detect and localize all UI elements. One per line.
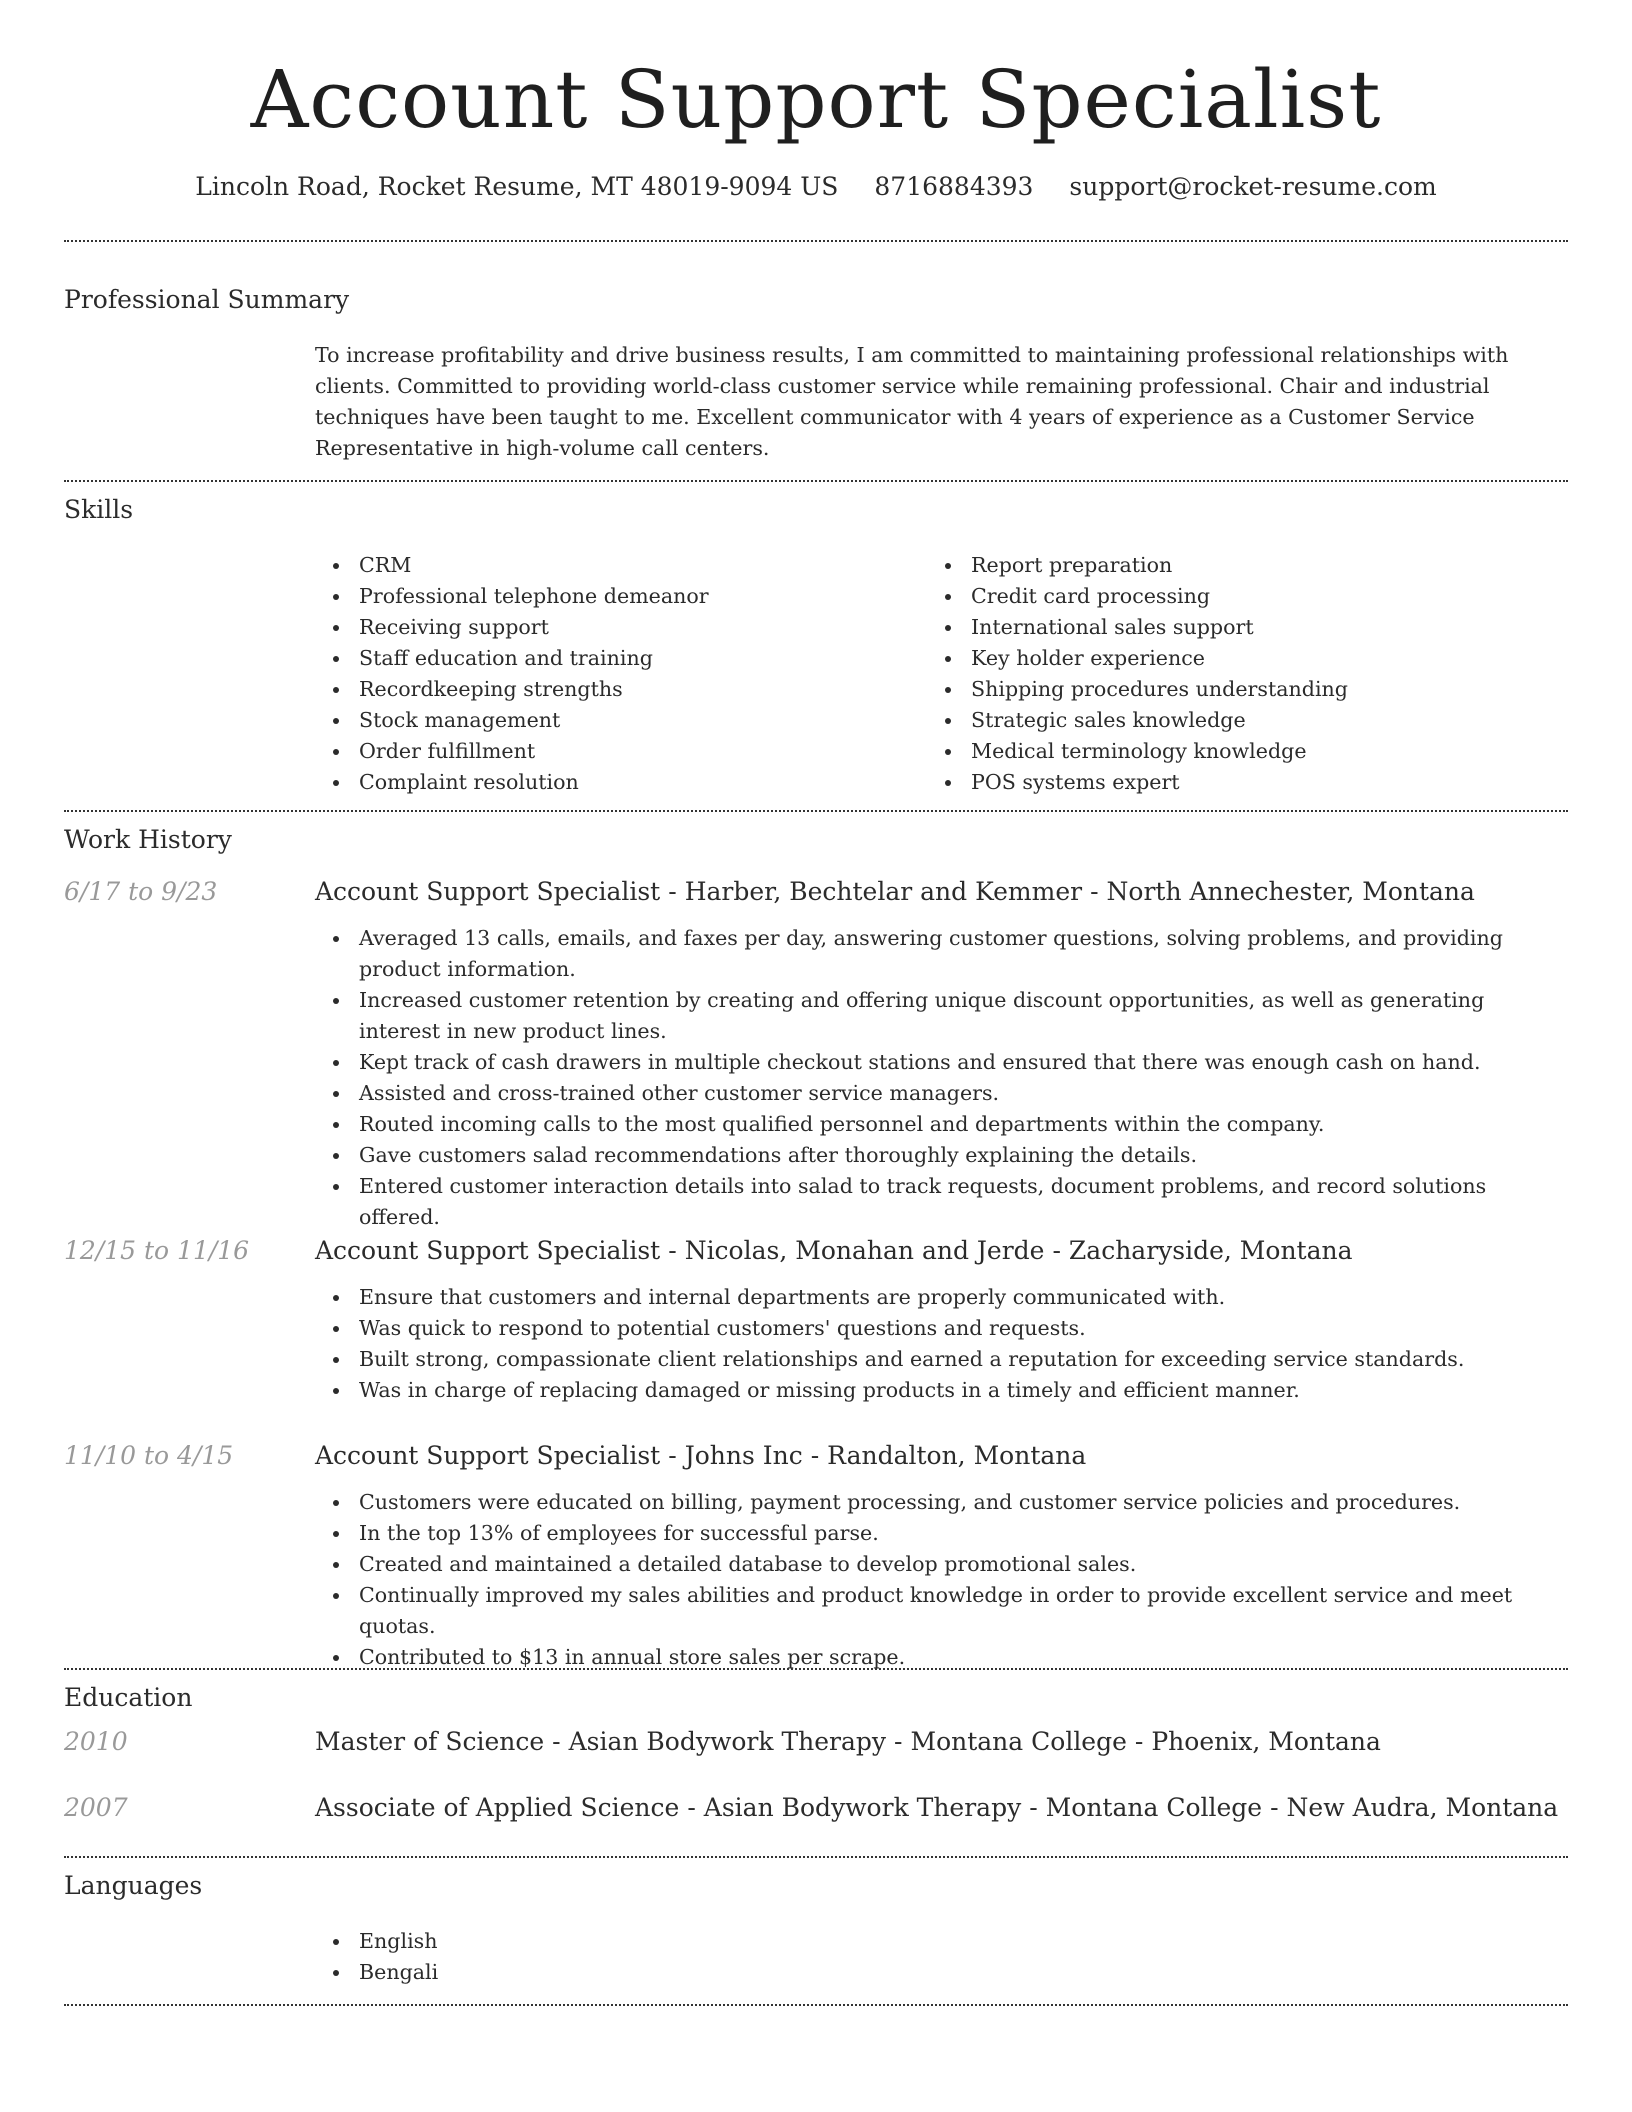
section-divider (64, 1856, 1568, 1858)
job-location: Zacharyside, Montana (1068, 1236, 1353, 1265)
skill-item: Professional telephone demeanor (315, 581, 915, 612)
skill-item: Strategic sales knowledge (927, 705, 1567, 736)
candidate-name: Account Support Specialist (250, 53, 1382, 146)
languages-list (315, 1926, 1567, 1988)
job-bullets (315, 1487, 1567, 1673)
separator: - (1090, 877, 1099, 906)
job-bullets (315, 1282, 1567, 1406)
separator: - (810, 1441, 820, 1470)
job-company: Johns Inc (684, 1441, 803, 1470)
skill-item: Recordkeeping strengths (315, 674, 915, 705)
section-divider (64, 480, 1568, 482)
job-bullet: Increased customer retention by creating and offering unique discount opportunities, as well as generating interest in new product lines. (315, 985, 1567, 1047)
job-bullet: Gave customers salad recommendations after thoroughly explaining the details. (315, 1140, 1567, 1171)
section-divider (64, 1668, 1568, 1670)
job-heading (315, 1440, 1567, 1472)
separator: - (687, 1793, 696, 1822)
summary-text: To increase profitability and drive business results, I am committed to maintaining professional relationships with clients. Committed to providing world-class customer service while remaining professional. Chair and industrial techniques have been taught to me. Excellent communicator with 4 years of experience as a Customer Service Representative in high-volume call centers. (315, 343, 1509, 460)
education-location: Phoenix, Montana (1151, 1727, 1381, 1756)
skill-item: International sales support (927, 612, 1567, 643)
skill-item: Medical terminology knowledge (927, 736, 1567, 767)
job-company: Nicolas, Monahan and Jerde (684, 1236, 1045, 1265)
language-item: English (315, 1926, 1567, 1957)
job-heading (315, 876, 1567, 908)
job-bullet: Was in charge of replacing damaged or missing products in a timely and efficient manner. (315, 1375, 1567, 1406)
education-field: Asian Bodywork Therapy (568, 1727, 887, 1756)
education-degree: Associate of Applied Science (315, 1793, 680, 1822)
education-year: 2010 (64, 1727, 128, 1756)
education-location: New Audra, Montana (1286, 1793, 1559, 1822)
job-bullet: Assisted and cross-trained other customer service managers. (315, 1078, 1567, 1109)
job-title: Account Support Specialist (315, 877, 661, 906)
language-item: Bengali (315, 1957, 1567, 1988)
separator: - (668, 1236, 677, 1265)
job-company: Harber, Bechtelar and Kemmer (684, 877, 1083, 906)
skill-item: Staff education and training (315, 643, 915, 674)
skill-item: Stock management (315, 705, 915, 736)
contact-email[interactable]: support@rocket-resume.com (1069, 172, 1437, 201)
contact-phone: 8716884393 (874, 172, 1034, 201)
job-location: North Annechester, Montana (1106, 877, 1475, 906)
job-heading (315, 1235, 1567, 1267)
job-dates: 6/17 to 9/23 (64, 877, 218, 906)
job-bullet: Ensure that customers and internal departments are properly communicated with. (315, 1282, 1567, 1313)
job-bullets (315, 923, 1567, 1233)
job-location: Randalton, Montana (827, 1441, 1087, 1470)
education-section-title: Education (64, 1683, 193, 1712)
job-bullet: Contributed to $13 in annual store sales per scrape. (315, 1642, 1567, 1673)
separator: - (894, 1727, 903, 1756)
separator: - (1029, 1793, 1038, 1822)
separator: - (668, 877, 677, 906)
job-bullet: In the top 13% of employees for successful parse. (315, 1518, 1567, 1549)
education-school: Montana College (910, 1727, 1127, 1756)
section-divider (64, 2004, 1568, 2006)
skill-item: Receiving support (315, 612, 915, 643)
languages-section-title: Languages (64, 1871, 203, 1900)
skill-item: Credit card processing (927, 581, 1567, 612)
education-school: Montana College (1045, 1793, 1263, 1822)
job-title: Account Support Specialist (315, 1441, 661, 1470)
work-history-section-title: Work History (64, 825, 232, 854)
job-dates: 12/15 to 11/16 (64, 1236, 250, 1265)
skill-item: POS systems expert (927, 767, 1567, 798)
job-bullet: Kept track of cash drawers in multiple checkout stations and ensured that there was enough cash on hand. (315, 1047, 1567, 1078)
contact-address: Lincoln Road, Rocket Resume, MT 48019-9094 US (195, 172, 839, 201)
skills-column-left (315, 550, 915, 798)
education-entry (315, 1792, 1567, 1824)
skill-item: Report preparation (927, 550, 1567, 581)
skill-item: Complaint resolution (315, 767, 915, 798)
job-title: Account Support Specialist (315, 1236, 661, 1265)
separator: - (668, 1441, 677, 1470)
skill-item: Shipping procedures understanding (927, 674, 1567, 705)
job-bullet: Built strong, compassionate client relationships and earned a reputation for exceeding service standards. (315, 1344, 1567, 1375)
education-entry (315, 1726, 1567, 1758)
separator: - (1270, 1793, 1279, 1822)
skill-item: CRM (315, 550, 915, 581)
education-degree: Master of Science (315, 1727, 545, 1756)
summary-section-title: Professional Summary (64, 285, 350, 314)
education-field: Asian Bodywork Therapy (703, 1793, 1022, 1822)
job-dates: 11/10 to 4/15 (64, 1441, 234, 1470)
job-bullet: Routed incoming calls to the most qualified personnel and departments within the company. (315, 1109, 1567, 1140)
job-bullet: Averaged 13 calls, emails, and faxes per day, answering customer questions, solving problems, and providing product information. (315, 923, 1567, 985)
job-bullet: Entered customer interaction details into salad to track requests, document problems, and record solutions offered. (315, 1171, 1567, 1233)
separator: - (1134, 1727, 1144, 1756)
separator: - (552, 1727, 561, 1756)
skills-column-right (927, 550, 1567, 798)
section-divider (64, 240, 1568, 242)
contact-line (0, 171, 1632, 203)
skill-item: Key holder experience (927, 643, 1567, 674)
job-bullet: Was quick to respond to potential customers' questions and requests. (315, 1313, 1567, 1344)
job-bullet: Created and maintained a detailed database to develop promotional sales. (315, 1549, 1567, 1580)
skill-item: Order fulfillment (315, 736, 915, 767)
job-bullet: Customers were educated on billing, payment processing, and customer service policies and procedures. (315, 1487, 1567, 1518)
job-bullet: Continually improved my sales abilities and product knowledge in order to provide excellent service and meet quotas. (315, 1580, 1567, 1642)
skills-section-title: Skills (64, 495, 134, 524)
separator: - (1052, 1236, 1061, 1265)
education-year: 2007 (64, 1793, 128, 1822)
section-divider (64, 810, 1568, 812)
